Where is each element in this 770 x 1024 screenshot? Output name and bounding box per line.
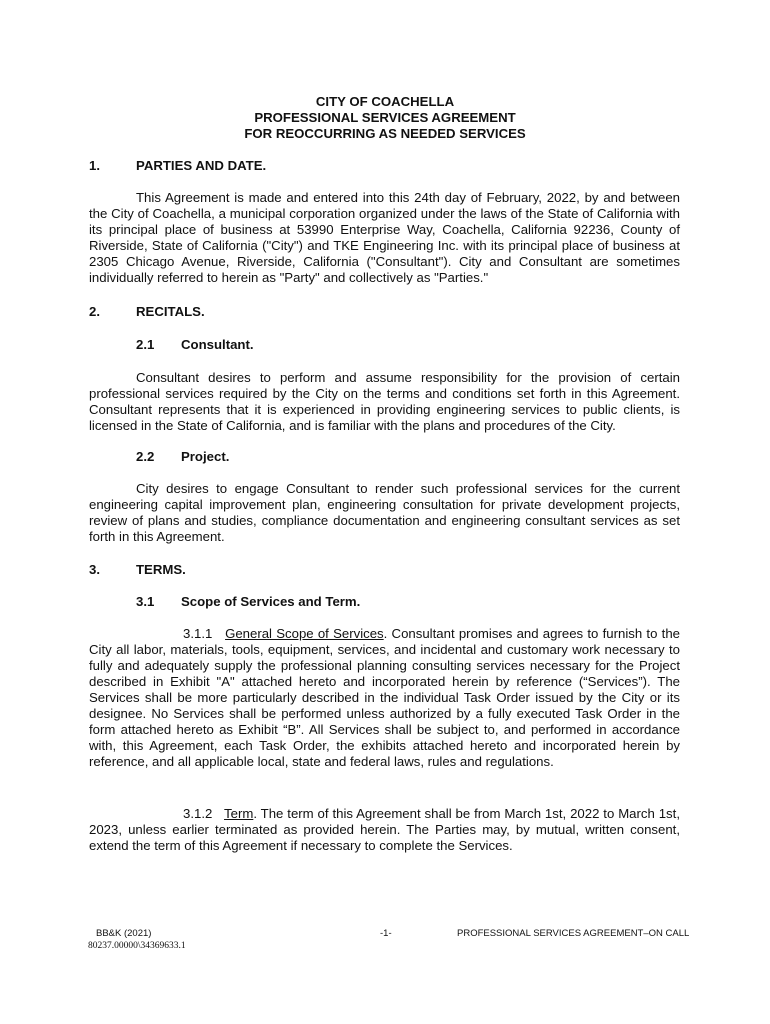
paragraph-3-1-2-heading: Term (224, 806, 254, 821)
paragraph-3-1-1-number: 3.1.1 (183, 626, 213, 641)
title-agreement: PROFESSIONAL SERVICES AGREEMENT (254, 110, 516, 125)
paragraph-3-1-1-heading: General Scope of Services (225, 626, 384, 641)
title-city: CITY OF COACHELLA (315, 94, 455, 109)
paragraph-3-1-2 (89, 806, 680, 854)
subsection-3-1-number: 3.1 (136, 594, 155, 609)
subsection-2-2-number: 2.2 (136, 449, 155, 464)
section-2-number: 2. (89, 304, 100, 319)
subsection-2-1-title: Consultant. (181, 337, 254, 352)
title-services: FOR REOCCURRING AS NEEDED SERVICES (244, 126, 526, 141)
subsection-2-2-title: Project. (181, 449, 230, 464)
section-3-number: 3. (89, 562, 100, 577)
section-1-body: This Agreement is made and entered into this 24th day of February, 2022, by and between the City of Coachella, a municipal corporation organized under the laws of the State of California with its principal place of business at 53990 Enterprise Way, Coachella, California 92236, County of Riverside, State of California ("City") and TKE Engineering Inc. with its principal place of business at 2305 Chicago Avenue, Riverside, California ("Consultant"). City and Consultant are sometimes individually referred to herein as "Party" and collectively as "Parties." (89, 190, 680, 285)
footer-doc-id: 80237.00000\34369633.1 (88, 941, 186, 951)
section-1-title: PARTIES AND DATE. (136, 158, 267, 173)
subsection-2-1-body: Consultant desires to perform and assume responsibility for the provision of certain professional services required by the City on the terms and conditions set forth in this Agreement. Consultant represents that it is experienced in providing engineering services to public clients, is licensed in the State of California, and is familiar with the plans and procedures of the City. (89, 370, 680, 433)
section-2-title: RECITALS. (136, 304, 205, 319)
paragraph-3-1-1-body: . Consultant promises and agrees to furnish to the City all labor, materials, tools, equipment, services, and incidental and customary work necessary to fully and adequately supply the professional planning consulting services necessary for the Project described in Exhibit "A" attached hereto and incorporated herein by reference (“Services”). The Services shall be more particularly described in the individual Task Order issued by the City or its designee. No Services shall be performed unless authorized by a fully executed Task Order in the form attached hereto as Exhibit “B”. All Services shall be subject to, and performed in accordance with, this Agreement, each Task Order, the exhibits attached hereto and incorporated herein by reference, and all applicable local, state and federal laws, rules and regulations. (89, 626, 680, 769)
footer-right: PROFESSIONAL SERVICES AGREEMENT–ON CALL (457, 928, 690, 939)
subsection-3-1-title: Scope of Services and Term. (181, 594, 361, 609)
footer-left: BB&K (2021) (96, 928, 152, 939)
subsection-2-2-body: City desires to engage Consultant to render such professional services for the current engineering capital improvement plan, engineering consultation for private development projects, review of plans and studies, compliance documentation and engineering consultant services as set forth in this Agreement. (89, 481, 680, 544)
subsection-2-1-number: 2.1 (136, 337, 155, 352)
section-1-number: 1. (89, 158, 100, 173)
page-number: -1- (380, 928, 392, 939)
section-3-title: TERMS. (136, 562, 186, 577)
paragraph-3-1-2-number: 3.1.2 (183, 806, 213, 821)
paragraph-3-1-1 (89, 626, 680, 770)
paragraph-3-1-2-body: . The term of this Agreement shall be from March 1st, 2022 to March 1st, 2023, unless earlier terminated as provided herein. The Parties may, by mutual, written consent, extend the term of this Agreement if necessary to complete the Services. (89, 806, 680, 853)
